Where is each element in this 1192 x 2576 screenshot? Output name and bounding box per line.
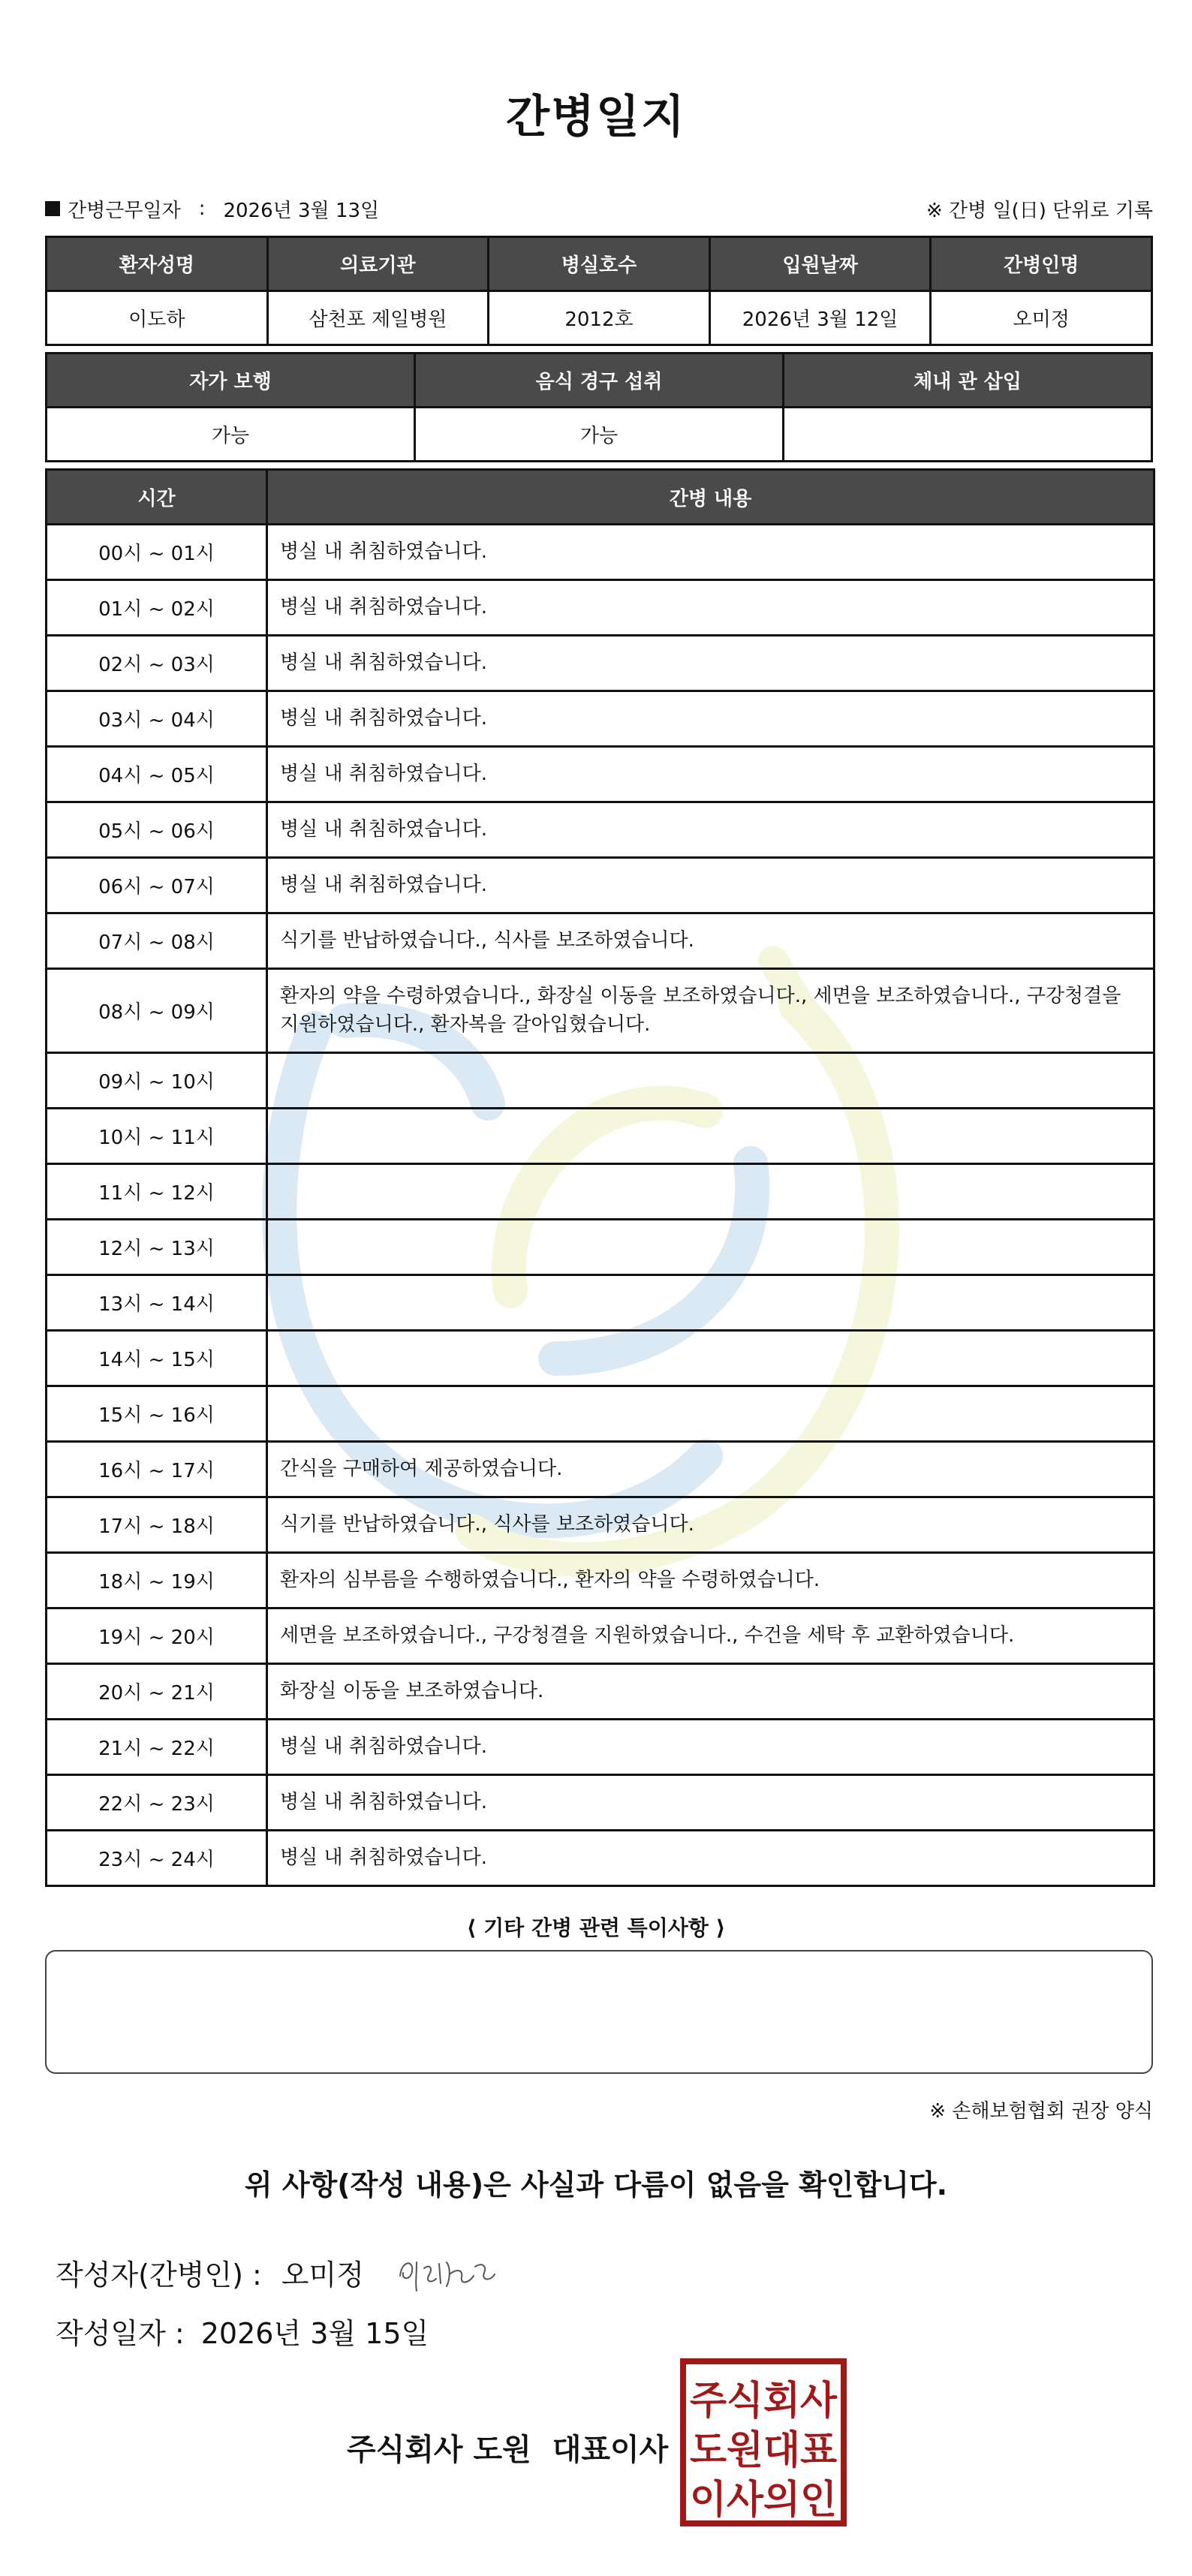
care-log-row	[47, 1164, 1154, 1220]
work-date-group	[45, 195, 379, 223]
log-time-cell: 23시 ~ 24시	[47, 1831, 267, 1886]
log-content-cell	[267, 1331, 1154, 1386]
log-content-cell	[267, 1386, 1154, 1442]
log-time-cell: 02시 ~ 03시	[47, 636, 267, 691]
log-content-cell	[267, 1220, 1154, 1275]
log-content-cell: 병실 내 취침하였습니다.	[267, 525, 1154, 580]
care-log-table	[45, 468, 1155, 1887]
writer-row	[56, 2246, 507, 2298]
log-time-cell: 07시 ~ 08시	[47, 913, 267, 969]
patient-status-value-row	[47, 408, 1152, 462]
log-content-cell: 간식을 구매하여 제공하였습니다.	[267, 1442, 1154, 1497]
handwritten-signature	[394, 2246, 507, 2298]
care-log-row	[47, 1553, 1154, 1608]
log-time-cell: 19시 ~ 20시	[47, 1608, 267, 1664]
patient-info-header-row	[47, 237, 1152, 291]
log-content-cell	[267, 1053, 1154, 1109]
notes-box	[45, 1950, 1153, 2074]
seal-text-line: 이사의인	[690, 2478, 837, 2523]
care-log-row	[47, 1497, 1154, 1553]
log-content-cell: 환자의 심부름을 수행하였습니다., 환자의 약을 수령하였습니다.	[267, 1553, 1154, 1608]
care-log-row	[47, 1386, 1154, 1442]
record-unit-note: ※ 간병 일(日) 단위로 기록	[926, 199, 1153, 222]
log-content-cell: 병실 내 취침하였습니다.	[267, 802, 1154, 858]
log-time-cell: 21시 ~ 22시	[47, 1720, 267, 1775]
care-log-row	[47, 1275, 1154, 1331]
log-time-cell: 16시 ~ 17시	[47, 1442, 267, 1497]
header-admission-date: 입원날짜	[709, 237, 931, 291]
self-walking-value: 가능	[47, 408, 415, 462]
header-tube-insertion: 체내 관 삽입	[784, 354, 1152, 408]
care-log-row	[47, 1664, 1154, 1720]
care-log-row	[47, 913, 1154, 969]
care-log-header-row	[47, 470, 1154, 525]
log-content-cell: 식기를 반납하였습니다., 식사를 보조하였습니다.	[267, 913, 1154, 969]
log-time-cell: 17시 ~ 18시	[47, 1497, 267, 1553]
writer-label: 작성자(간병인) :	[56, 2258, 262, 2292]
patient-name: 이도하	[47, 291, 268, 345]
care-log-row	[47, 1109, 1154, 1164]
log-time-cell: 03시 ~ 04시	[47, 691, 267, 747]
log-content-cell: 병실 내 취침하였습니다.	[267, 1831, 1154, 1886]
care-log-body	[47, 525, 1154, 1886]
care-log-row	[47, 969, 1154, 1053]
care-log-row	[47, 1775, 1154, 1831]
log-content-cell: 병실 내 취침하였습니다.	[267, 1720, 1154, 1775]
room-number: 2012호	[489, 291, 710, 345]
log-time-cell: 18시 ~ 19시	[47, 1553, 267, 1608]
header-oral-intake: 음식 경구 섭취	[415, 354, 784, 408]
log-time-cell: 06시 ~ 07시	[47, 858, 267, 913]
caregiver-name: 오미정	[931, 291, 1152, 345]
log-content-cell: 세면을 보조하였습니다., 구강청결을 지원하였습니다., 수건을 세탁 후 교환하였습니다.	[267, 1608, 1154, 1664]
log-time-cell: 12시 ~ 13시	[47, 1220, 267, 1275]
care-log-row	[47, 580, 1154, 636]
tube-insertion-value	[784, 408, 1152, 462]
notes-title: ⟨ 기타 간병 관련 특이사항 ⟩	[466, 1915, 726, 1940]
log-time-cell: 05시 ~ 06시	[47, 802, 267, 858]
page-title: 간병일지	[506, 91, 686, 143]
oral-intake-value: 가능	[415, 408, 784, 462]
care-log-row	[47, 1720, 1154, 1775]
header-time: 시간	[47, 470, 267, 525]
log-time-cell: 11시 ~ 12시	[47, 1164, 267, 1220]
log-content-cell: 병실 내 취침하였습니다.	[267, 691, 1154, 747]
company-name: 주식회사 도원	[347, 2433, 531, 2467]
header-caregiver-name: 간병인명	[931, 237, 1152, 291]
log-time-cell: 10시 ~ 11시	[47, 1109, 267, 1164]
log-time-cell: 22시 ~ 23시	[47, 1775, 267, 1831]
work-date-separator: :	[198, 197, 206, 220]
log-content-cell	[267, 1109, 1154, 1164]
header-care-content: 간병 내용	[267, 470, 1154, 525]
log-time-cell: 20시 ~ 21시	[47, 1664, 267, 1720]
patient-info-value-row	[47, 291, 1152, 345]
care-log-row	[47, 1442, 1154, 1497]
written-date-label: 작성일자 :	[56, 2317, 185, 2350]
header-self-walking: 자가 보행	[47, 354, 415, 408]
log-content-cell: 병실 내 취침하였습니다.	[267, 858, 1154, 913]
log-content-cell	[267, 1164, 1154, 1220]
company-line	[347, 2426, 668, 2469]
care-log-row	[47, 1220, 1154, 1275]
log-time-cell: 15시 ~ 16시	[47, 1386, 267, 1442]
patient-status-table	[45, 352, 1153, 462]
care-log-row	[47, 1053, 1154, 1109]
care-log-row	[47, 525, 1154, 580]
seal-text-line: 도원대표	[690, 2428, 837, 2473]
log-time-cell: 00시 ~ 01시	[47, 525, 267, 580]
care-log-row	[47, 1608, 1154, 1664]
care-log-row	[47, 802, 1154, 858]
patient-info-table	[45, 236, 1153, 346]
log-time-cell: 01시 ~ 02시	[47, 580, 267, 636]
hospital-name: 삼천포 제일병원	[267, 291, 489, 345]
log-content-cell: 병실 내 취침하였습니다.	[267, 580, 1154, 636]
written-date-row	[56, 2310, 429, 2352]
log-content-cell: 식기를 반납하였습니다., 식사를 보조하였습니다.	[267, 1497, 1154, 1553]
confirmation-statement: 위 사항(작성 내용)은 사실과 다름이 없음을 확인합니다.	[244, 2168, 948, 2201]
care-log-row	[47, 1331, 1154, 1386]
log-time-cell: 09시 ~ 10시	[47, 1053, 267, 1109]
log-time-cell: 04시 ~ 05시	[47, 747, 267, 802]
log-time-cell: 08시 ~ 09시	[47, 969, 267, 1053]
writer-name: 오미정	[281, 2258, 364, 2292]
company-role: 대표이사	[552, 2433, 669, 2467]
log-time-cell: 14시 ~ 15시	[47, 1331, 267, 1386]
log-time-cell: 13시 ~ 14시	[47, 1275, 267, 1331]
written-date-value: 2026년 3월 15일	[200, 2317, 429, 2350]
log-content-cell: 화장실 이동을 보조하였습니다.	[267, 1664, 1154, 1720]
care-log-row	[47, 691, 1154, 747]
log-content-cell: 환자의 약을 수령하였습니다., 화장실 이동을 보조하였습니다., 세면을 보조하였습니다., 구강청결을 지원하였습니다., 환자복을 갈아입혔습니다.	[267, 969, 1154, 1053]
company-seal-stamp	[679, 2357, 848, 2528]
meta-row	[45, 194, 1153, 224]
log-content-cell: 병실 내 취침하였습니다.	[267, 747, 1154, 802]
care-log-row	[47, 858, 1154, 913]
recommendation-note: ※ 손해보험협회 권장 양식	[929, 2100, 1153, 2123]
work-date-label: 간병근무일자	[68, 199, 181, 222]
bullet-square-icon	[45, 201, 60, 216]
header-room-number: 병실호수	[489, 237, 710, 291]
log-content-cell: 병실 내 취침하였습니다.	[267, 1775, 1154, 1831]
care-log-row	[47, 636, 1154, 691]
care-log-row	[47, 1831, 1154, 1886]
care-log-row	[47, 747, 1154, 802]
log-content-cell	[267, 1275, 1154, 1331]
patient-status-header-row	[47, 354, 1152, 408]
work-date-value: 2026년 3월 13일	[223, 199, 380, 222]
header-patient-name: 환자성명	[47, 237, 268, 291]
log-content-cell: 병실 내 취침하였습니다.	[267, 636, 1154, 691]
header-hospital: 의료기관	[267, 237, 489, 291]
admission-date: 2026년 3월 12일	[709, 291, 931, 345]
seal-text-line: 주식회사	[690, 2379, 838, 2424]
